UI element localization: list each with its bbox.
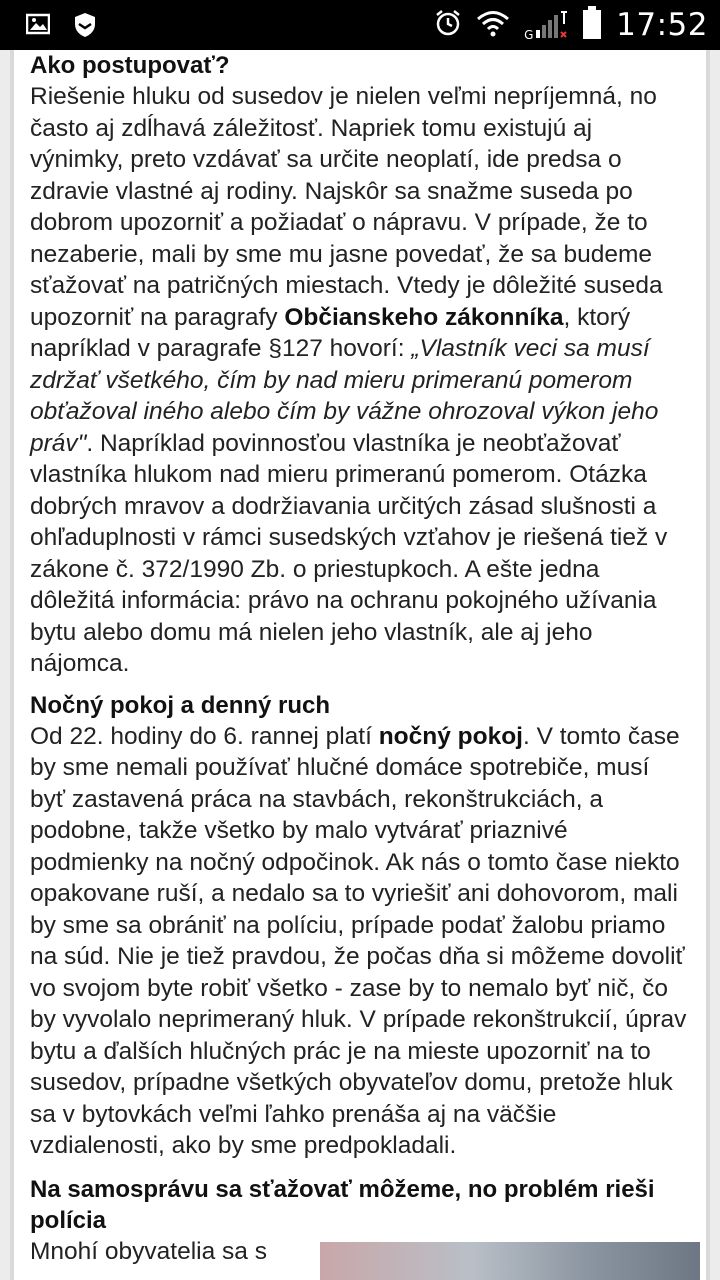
status-bar [0, 0, 720, 50]
italic-quote: „Vlastník veci sa musí zdržať všetkého, čím by nad mieru primeranú pomerom obťažoval iného alebo čím by vážne ohrozoval výkon jeho práv" [30, 335, 659, 457]
paragraph-text: Riešenie hluku od susedov je nielen veľmi nepríjemná, no často aj zdĺhavá záležitosť. Napriek tomu existujú aj výnimky, preto vzdávať sa určite neoplatí, ide predsa o zdravie vlastné aj rodiny. Najskôr sa snažme suseda po dobrom upozorniť a požiadať o nápravu. V prípade, že to nezaberie, mali by sme mu jasne povedať, že sa budeme sťažovať na patričných miestach. Vtedy je dôležité suseda upozorniť na paragrafy [30, 83, 663, 331]
section-paragraph [30, 721, 690, 1162]
wifi-icon [476, 9, 510, 41]
article-content[interactable] [10, 50, 710, 1280]
paragraph-text: . V tomto čase by sme nemali používať hlučné domáce spotrebiče, musí byť zastavená práca na stavbách, rekonštrukciách, a podobne, takže všetko by malo vytvárať priaznivé podmienky na nočný odpočinok. Ak nás o tomto čase niekto opakovane ruší, a nedalo sa to vyriešiť ani dohovorom, mali by sme sa obrániť na políciu, prípade podať žalobu priamo na súd. Nie je tiež pravdou, že počas dňa si môžeme dovoliť vo svojom byte robiť všetko - zase by to nemalo byť nič, čo by vyvolalo neprimeraný hluk. V prípade rekonštrukcií, úprav bytu a ďalších hlučných prác je na mieste upozorniť na to susedov, prípadne všetkých obyvateľov domu, pretože hluk sa v bytovkách veľmi ľahko prenáša aj na väčšie vzdialenosti, ako by sme predpokladali. [30, 722, 687, 1159]
clock: 17:52 [616, 7, 708, 43]
section-heading: Ako postupovať? [30, 52, 230, 79]
paragraph-text: , ktorý napríklad v paragrafe §127 hovorí: [30, 303, 631, 362]
paragraph-text: Od 22. hodiny do 6. rannej platí [30, 722, 379, 750]
section-heading: Nočný pokoj a denný ruch [30, 691, 331, 719]
article-image[interactable] [320, 1242, 700, 1280]
image-icon [26, 12, 50, 42]
section-intro [30, 1236, 690, 1276]
signal-icon [524, 10, 568, 40]
paragraph-text: . Napríklad povinnosťou vlastníka je neobťažovať vlastníka hlukom nad mieru primeranú pomerom. Otázka dobrých mravov a dodržiavania určitých zásad slušnosti a ohľaduplnosti v rámci susedských vzťahov je riešená tiež v zákone č. 372/1990 Zb. o priestupkoch. A ešte jedna dôležitá informácia: právo na ochranu pokojného užívania bytu alebo domu má nielen jeho vlastník, ale aj jeho nájomca. [30, 429, 668, 677]
bold-term: nočný pokoj [378, 722, 523, 750]
bold-link: Občianskeho zákonníka [284, 303, 564, 331]
paragraph-text: Mnohí obyvatelia sa s [30, 1237, 267, 1265]
shield-icon [74, 12, 96, 42]
section-heading: Na samosprávu sa sťažovať môžeme, no problém rieši polícia [30, 1175, 655, 1234]
section-paragraph [30, 81, 690, 680]
alarm-icon [434, 9, 462, 41]
battery-icon [582, 6, 602, 44]
network-type-label: G [524, 28, 534, 42]
